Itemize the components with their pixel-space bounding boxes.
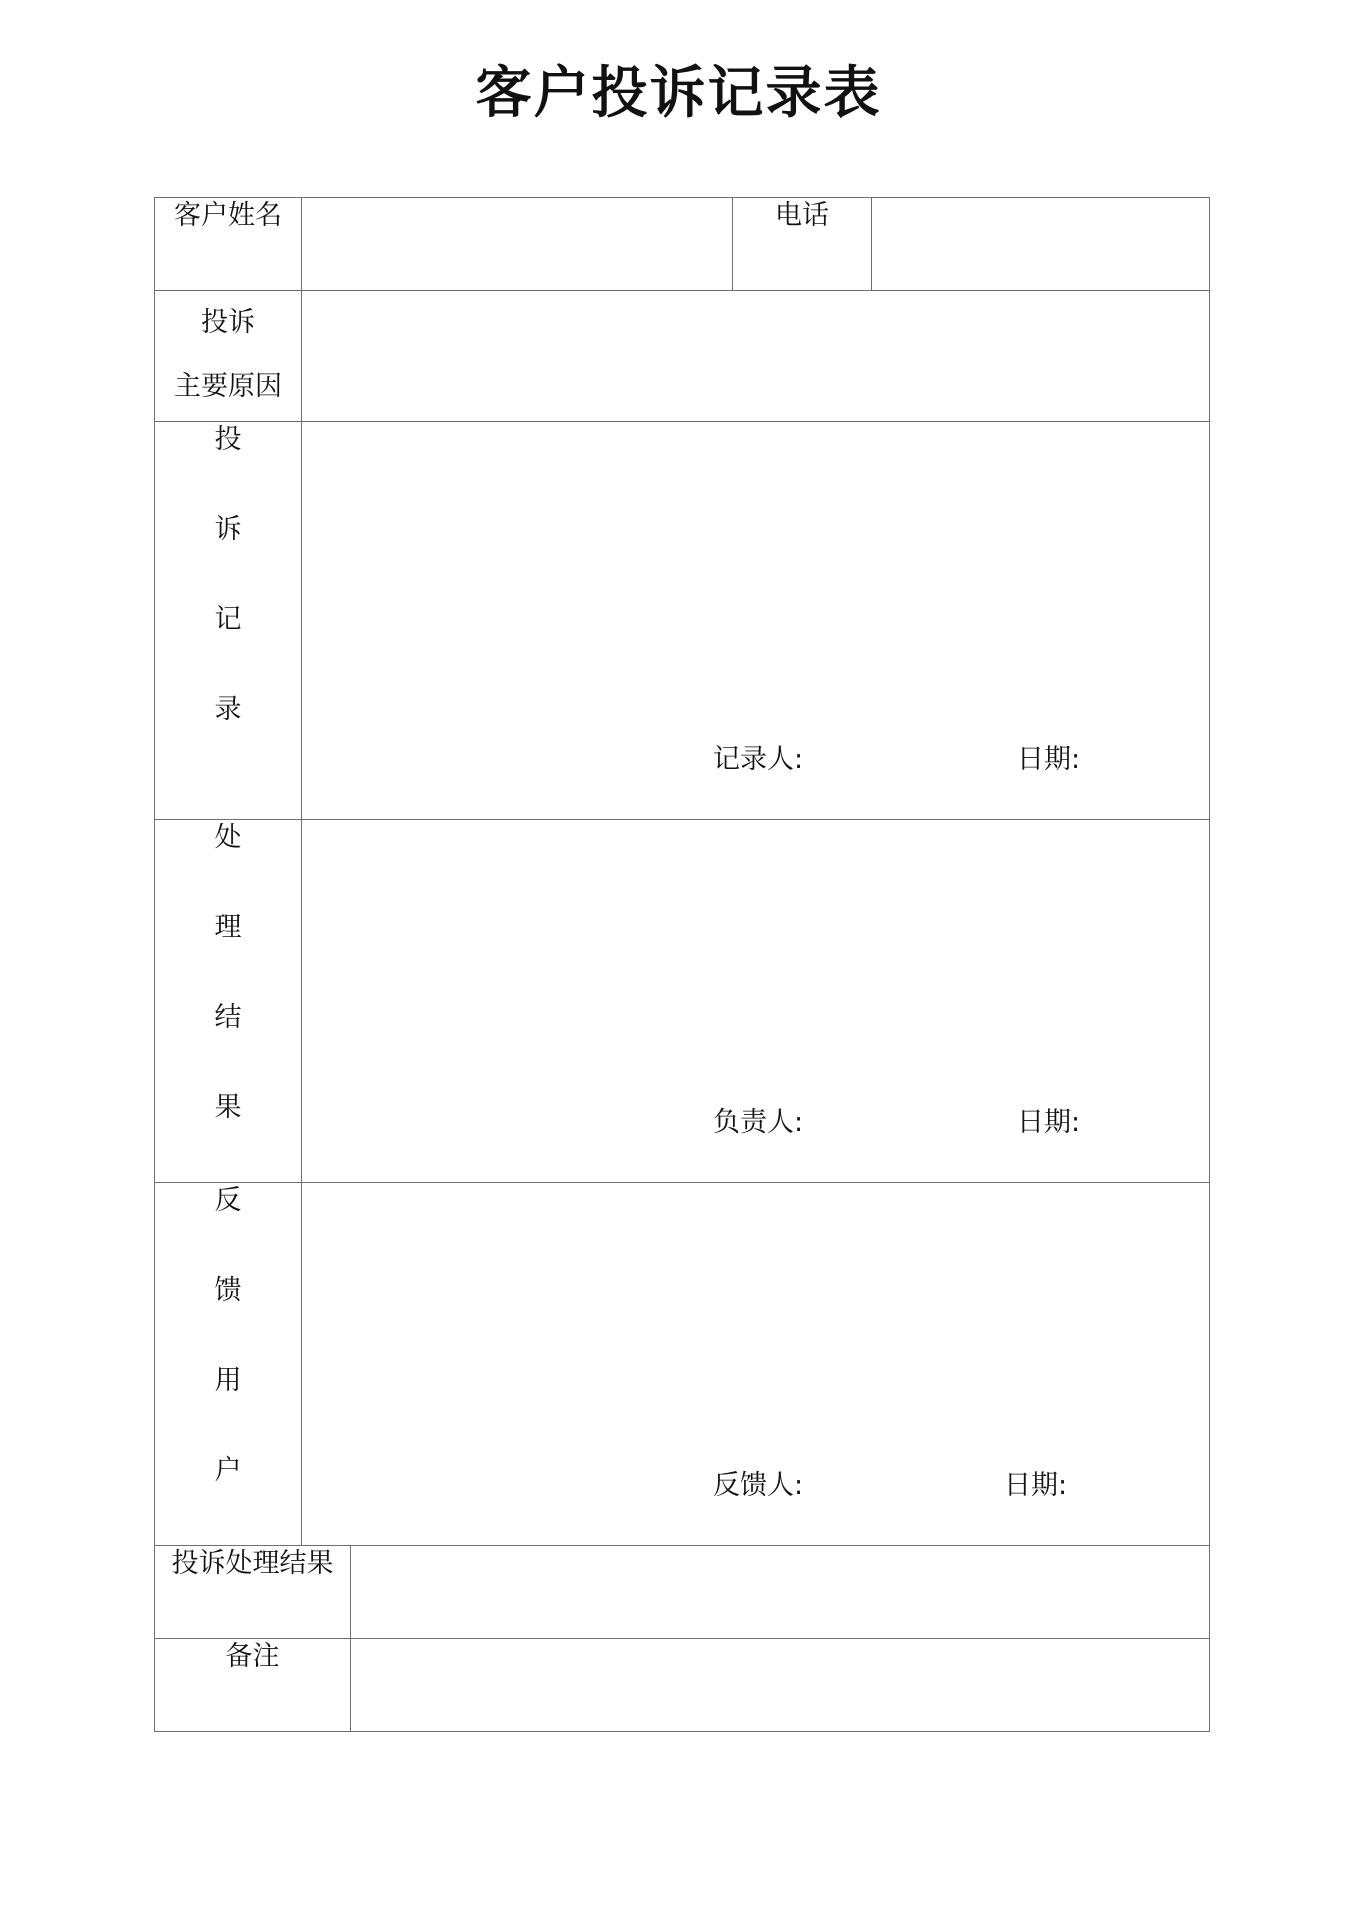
feedback-field[interactable] [302, 1183, 1210, 1546]
main-reason-row [155, 291, 1210, 422]
feedback-row [155, 1183, 1210, 1546]
complaint-record-label-char: 录 [214, 694, 242, 725]
complaint-record-label-char: 记 [214, 604, 242, 635]
main-reason-field[interactable] [302, 291, 1210, 422]
recorder-label: 记录人: [713, 744, 804, 775]
remarks-field[interactable] [351, 1639, 1210, 1732]
feedback-label-char: 反 [214, 1185, 242, 1216]
complaint-record-label-char: 诉 [214, 514, 242, 545]
complaint-record-field[interactable] [302, 422, 1210, 820]
complaint-result-field[interactable] [351, 1546, 1210, 1639]
responsible-person-label: 负责人: [713, 1107, 804, 1138]
complaint-record-label-char: 投 [214, 424, 242, 455]
handling-result-label-cell [155, 820, 302, 1183]
feedback-person-label: 反馈人: [713, 1470, 804, 1501]
customer-name-label-cell [155, 198, 302, 291]
complaint-record-label-cell [155, 422, 302, 820]
feedback-date-label: 日期: [1004, 1470, 1068, 1501]
feedback-label-char: 户 [214, 1455, 242, 1486]
complaint-form-table [154, 197, 1210, 1732]
remarks-label-cell [155, 1639, 351, 1732]
remarks-row [155, 1639, 1210, 1732]
phone-label: 电话 [775, 200, 829, 231]
feedback-label-char: 用 [214, 1365, 242, 1396]
handling-result-label-char: 处 [214, 822, 242, 853]
main-reason-label-line2: 主要原因 [174, 371, 282, 402]
handling-result-label-char: 果 [214, 1092, 242, 1123]
handling-result-row [155, 820, 1210, 1183]
handling-result-label-char: 理 [214, 912, 242, 943]
complaint-result-label: 投诉处理结果 [171, 1548, 334, 1579]
phone-label-cell [733, 198, 872, 291]
handling-result-label-char: 结 [214, 1002, 242, 1033]
complaint-result-label-cell [155, 1546, 351, 1639]
page-title: 客户投诉记录表 [475, 61, 882, 126]
feedback-label-char: 馈 [214, 1275, 242, 1306]
customer-name-field[interactable] [302, 198, 733, 291]
feedback-label-cell [155, 1183, 302, 1546]
complaint-result-row [155, 1546, 1210, 1639]
phone-field[interactable] [872, 198, 1210, 291]
record-date-label: 日期: [1017, 744, 1081, 775]
remarks-label: 备注 [225, 1641, 280, 1672]
complaint-record-row [155, 422, 1210, 820]
customer-info-row [155, 198, 1210, 291]
handling-result-field[interactable] [302, 820, 1210, 1183]
customer-name-label: 客户姓名 [174, 200, 282, 231]
main-reason-label-line1: 投诉 [201, 307, 255, 338]
handling-date-label: 日期: [1017, 1107, 1081, 1138]
main-reason-label-cell [155, 291, 302, 422]
